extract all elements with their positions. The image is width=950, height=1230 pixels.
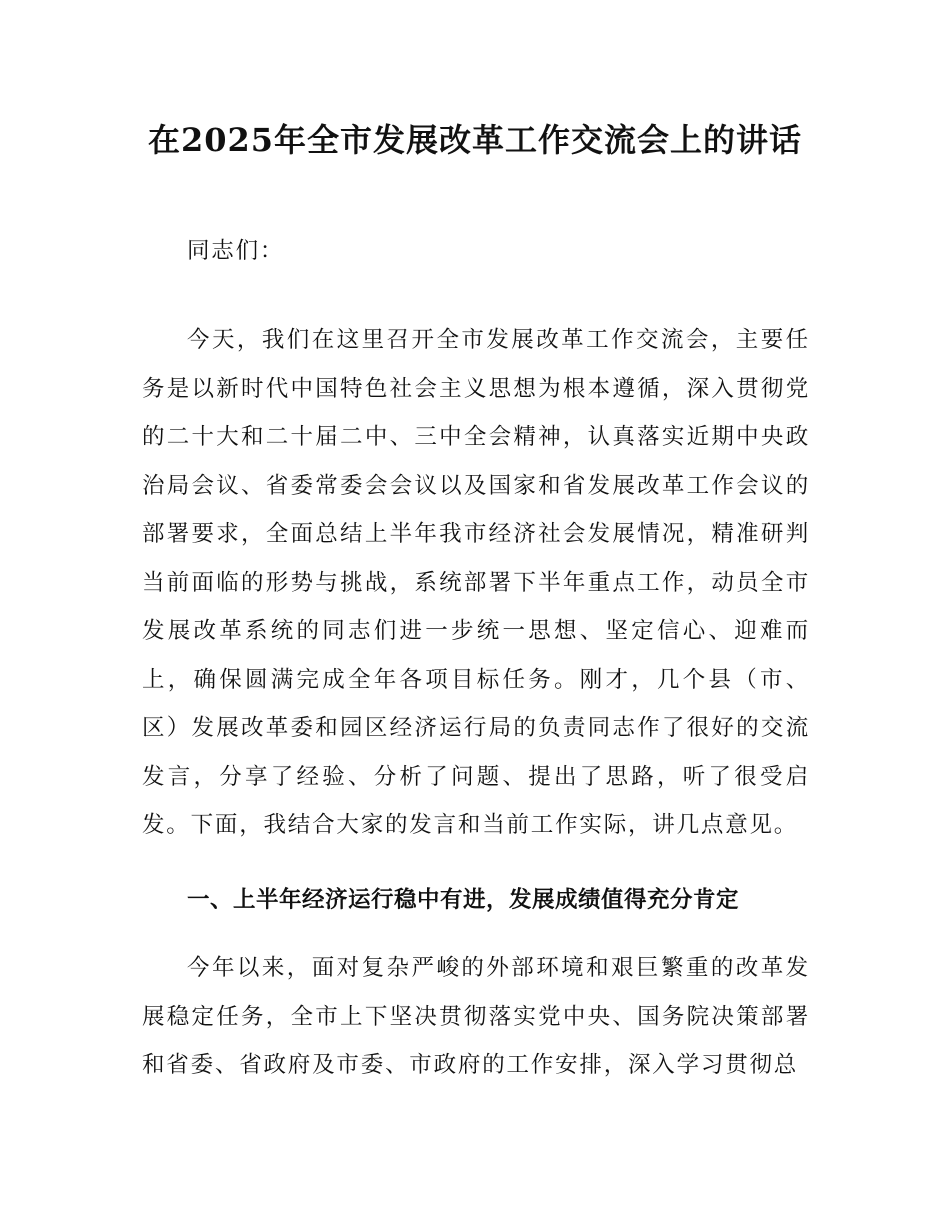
document-title: 在2025年全市发展改革工作交流会上的讲话 [147, 121, 803, 159]
paragraph-section1-start: 今年以来，面对复杂严峻的外部环境和艰巨繁重的改革发展稳定任务，全市上下坚决贯彻落实党中央、国务院决策部署和省委、省政府及市委、市政府的工作安排，深入学习贯彻总 [142, 955, 810, 1078]
section-heading-1: 一、上半年经济运行稳中有进，发展成绩值得充分肯定 [187, 887, 740, 913]
salutation: 同志们： [187, 238, 285, 264]
paragraph-intro: 今天，我们在这里召开全市发展改革工作交流会，主要任务是以新时代中国特色社会主义思想为根本遵循，深入贯彻党的二十大和二十届二中、三中全会精神，认真落实近期中央政治局会议、省委常委会会议以及国家和省发展改革工作会议的部署要求，全面总结上半年我市经济社会发展情况，精准研判当前面临的形势与挑战，系统部署下半年重点工作，动员全市发展改革系统的同志们进一步统一思想、坚定信心、迎难而上，确保圆满完成全年各项目标任务。刚才，几个县（市、区）发展改革委和园区经济运行局的负责同志作了很好的交流发言，分享了经验、分析了问题、提出了思路，听了很受启发。下面，我结合大家的发言和当前工作实际，讲几点意见。 [142, 327, 810, 838]
